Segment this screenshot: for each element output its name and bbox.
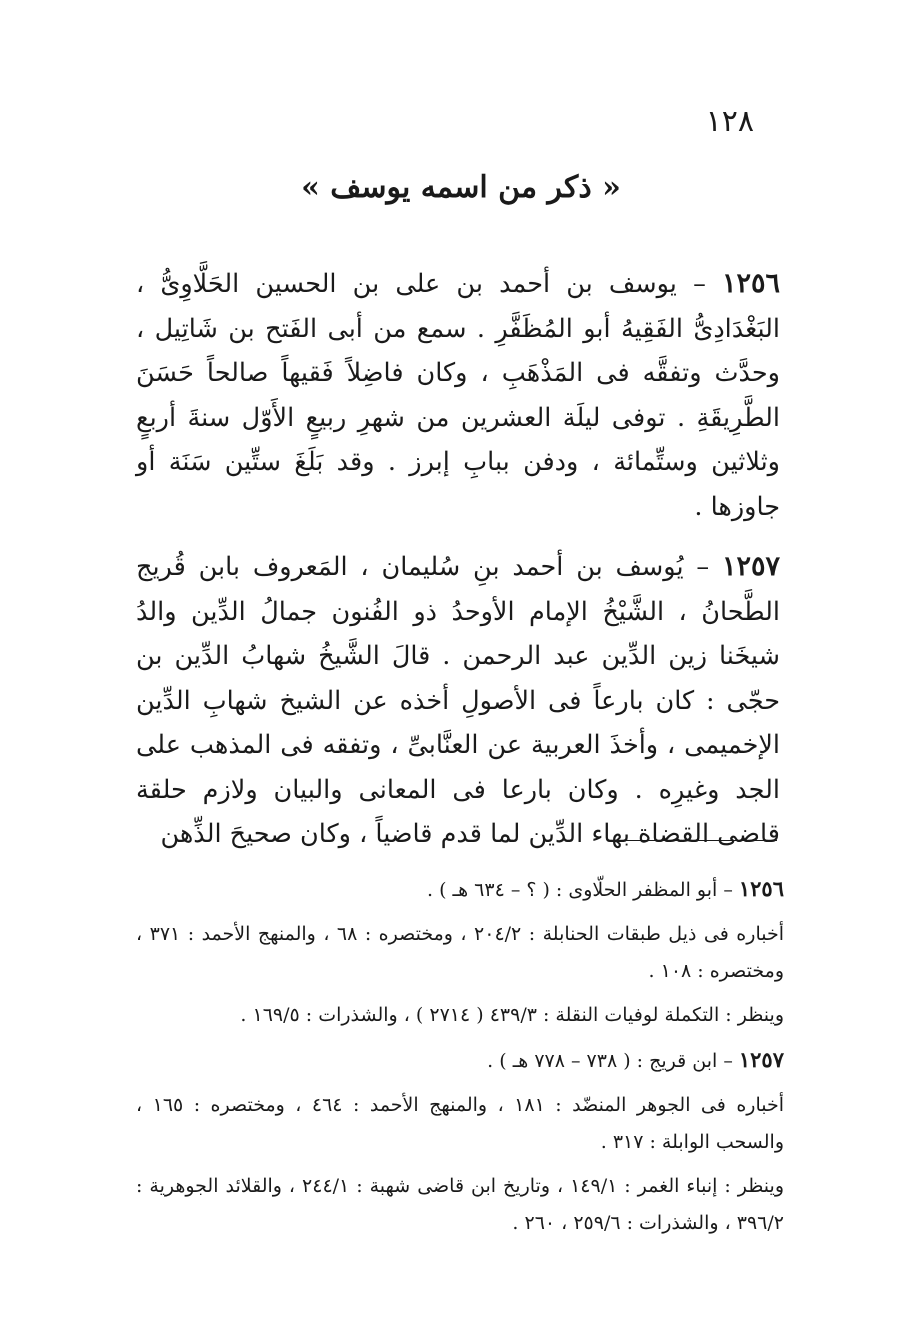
- entry-text: – يوسف بن أحمد بن على بن الحسين الحَلَّاوِىُّ ، البَغْدَادِىُّ الفَقِيهُ أبو المُظَفَّرِ . سمع من أبى الفَتح بن شَاتِيل ، وحدَّث وتفقَّه فى المَذْهَبِ ، وكان فاضِلاً فَقيهاً صالحاً حَسَنَ الطَّرِيقَةِ . توفى ليلَة العشرين من شهرِ ربيعٍ الأَوّل سنةَ أربعٍ وثلاثين وستِّمائة ، ودفن ببابِ إبرز . وقد بَلَغَ ستِّين سَنَة أو جاوزها .: [136, 269, 780, 522]
- biography-entry: [136, 545, 780, 857]
- footnote-number: ١٢٥٧: [738, 1047, 784, 1072]
- entry-number: ١٢٥٦: [721, 268, 780, 299]
- footnote-heading: [136, 1041, 784, 1080]
- entry-number: ١٢٥٧: [721, 551, 780, 582]
- main-text: [136, 262, 780, 873]
- footnote-number: ١٢٥٦: [738, 876, 784, 901]
- footnote-separator: [613, 840, 777, 841]
- footnote-heading: [136, 870, 784, 909]
- footnote-references: وينظر : إنباء الغمر : ١٤٩/١ ، وتاريخ ابن قاضى شهبة : ٢٤٤/١ ، والقلائد الجوهرية : ٣٩٦/٢ ، والشذرات : ٢٥٩/٦ ، ٢٦٠ .: [136, 1175, 785, 1234]
- footnotes: [136, 870, 784, 1249]
- biography-entry: [136, 262, 780, 529]
- entry-text: – يُوسف بن أحمد بنِ سُليمان ، المَعروف بابن قُريج الطَّحانُ ، الشَّيْخُ الإمام الأوحدُ ذو الفُنون جمالُ الدِّين والدُ شيخَنا زين الدِّين عبد الرحمن . قالَ الشَّيخُ شهابُ الدِّين بن حجّى : كان بارعاً فى الأصولِ أخذه عن الشيخ شهابِ الدِّين الإخميمى ، وأخذَ العربية عن العنَّابىِّ ، وتفقه فى المذهب على الجد وغيرِه . وكان بارعا فى المعانى والبيان ولازم حلقة قاضى القضاة بهاء الدِّين لما قدم قاضياً ، وكان صحيحَ الذِّهن: [136, 552, 780, 849]
- footnote-dates: – أبو المظفر الحلّاوى : ( ؟ – ٦٣٤ هـ ) .: [426, 879, 739, 901]
- footnote-sources: أخباره فى الجوهر المنضّد : ١٨١ ، والمنهج الأحمد : ٤٦٤ ، ومختصره : ١٦٥ ، والسحب الوابلة : ٣١٧ .: [136, 1094, 784, 1153]
- footnote-sources: أخباره فى ذيل طبقات الحنابلة : ٢٠٤/٢ ، ومختصره : ٦٨ ، والمنهج الأحمد : ٣٧١ ، ومختصره : ١٠٨ .: [136, 923, 784, 982]
- footnote-dates: – ابن قريج : ( ٧٣٨ – ٧٧٨ هـ ) .: [487, 1050, 739, 1072]
- section-heading: « ذكر من اسمه يوسف »: [301, 170, 621, 205]
- page-number: ١٢٨: [705, 104, 754, 139]
- footnote-references: وينظر : التكملة لوفيات النقلة : ٤٣٩/٣ ( ٢٧١٤ ) ، والشذرات : ١٦٩/٥ .: [240, 1004, 784, 1026]
